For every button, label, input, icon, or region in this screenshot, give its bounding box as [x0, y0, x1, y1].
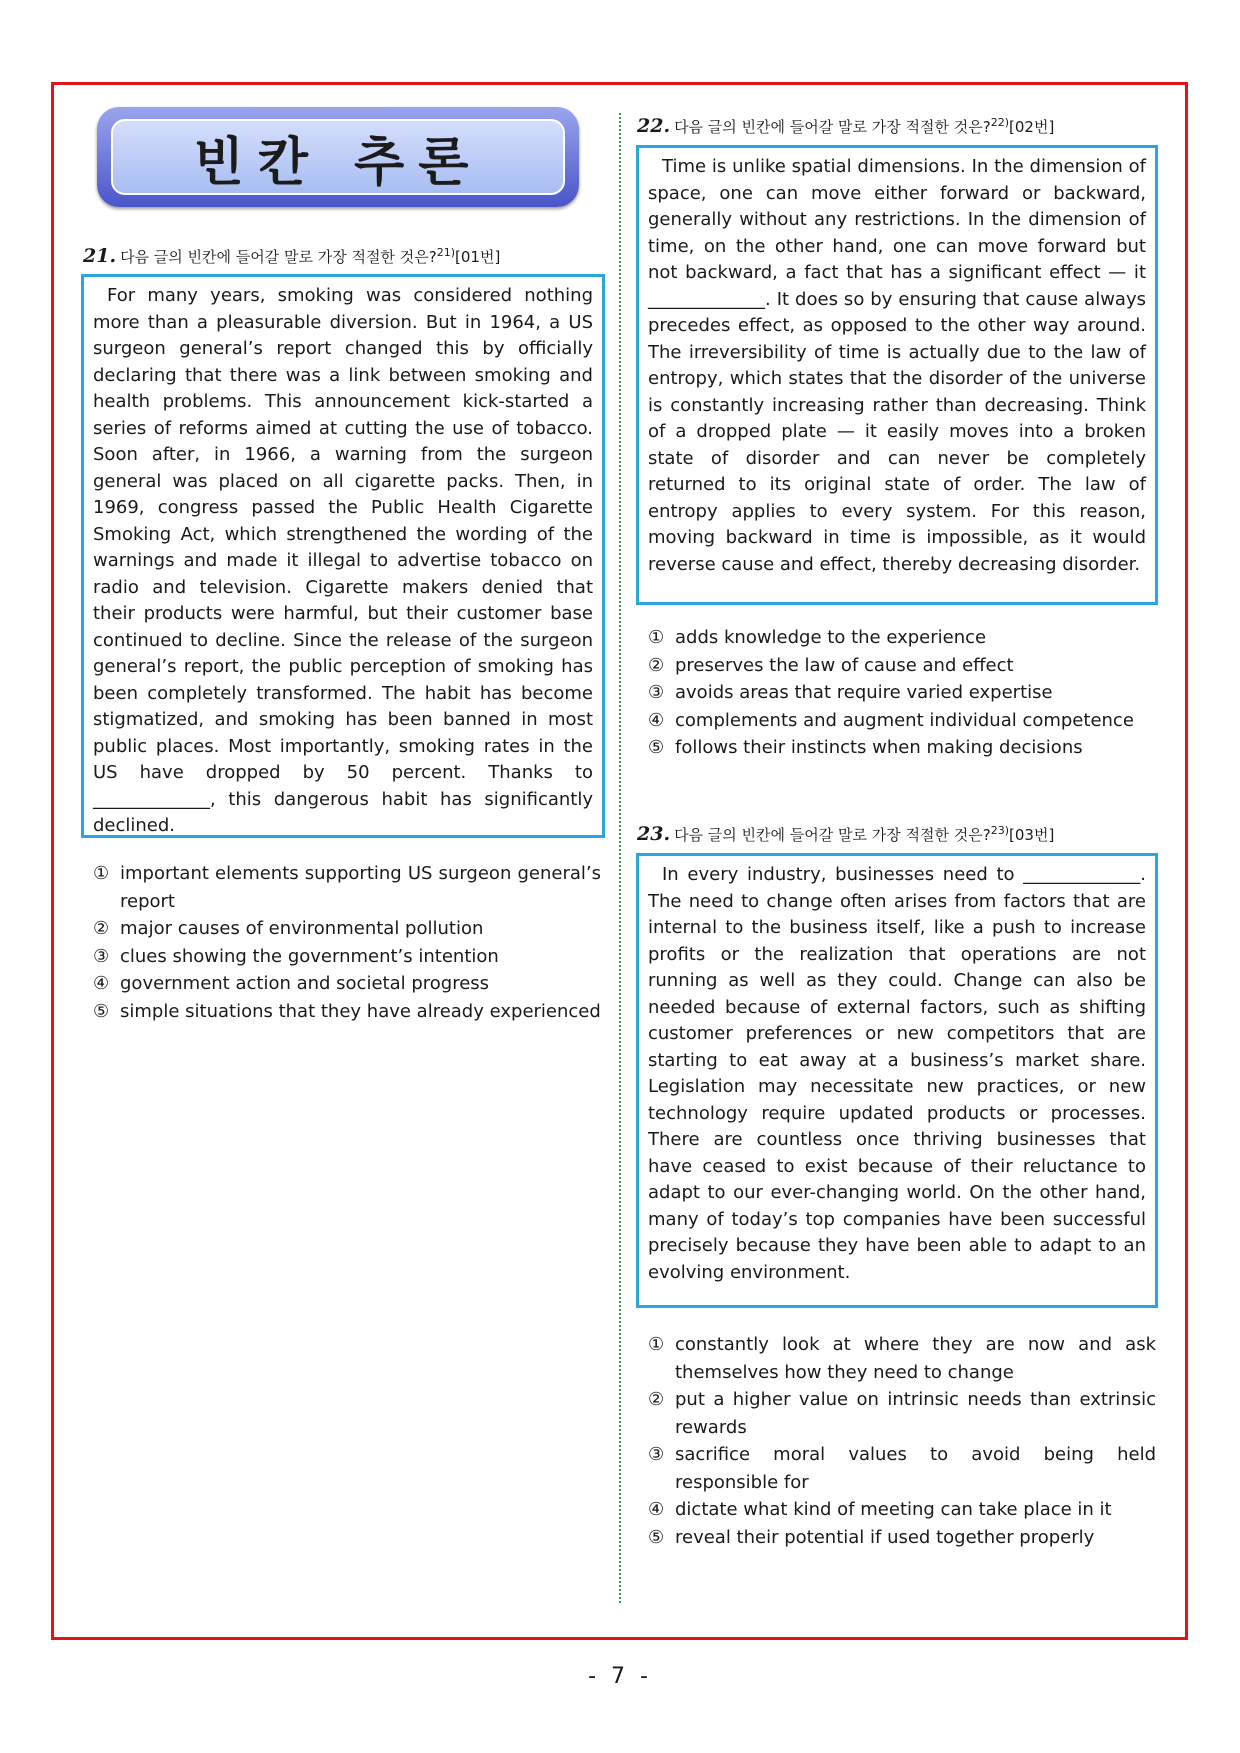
choice-text: complements and augment individual competence — [675, 709, 1134, 731]
section-title: 빈칸 추론 — [193, 132, 483, 193]
question-23-passage: In every industry, businesses need to _____________. The need to change often arises from factors that are internal to the business itself, like a push to increase profits or the realization that operations are not running as well as they could. Change can also be needed because of external factors, such as shifting customer preferences or new competitors that are starting to eat away at a business’s market share. Legislation may necessitate new practices, or new technology require updated products or processes. There are countless once thriving businesses that have ceased to exist because of their reluctance to adapt to our ever-changing world. On the other hand, many of today’s top companies have been successful precisely because they have been able to adapt to an evolving environment. — [636, 853, 1158, 1308]
question-source-tag: [03번] — [1009, 826, 1055, 844]
question-number: 22. — [637, 115, 671, 137]
choice-text: dictate what kind of meeting can take place in it — [675, 1499, 1112, 1520]
choice-item[interactable] — [648, 1331, 1156, 1386]
question-23-header — [637, 823, 1054, 845]
choice-text: constantly look at where they are now and ask themselves how they need to change — [675, 1334, 1156, 1383]
question-22-choices — [648, 624, 1156, 762]
choice-text: important elements supporting US surgeon general’s report — [120, 863, 601, 912]
choice-number: ⑤ — [648, 1526, 665, 1548]
column-divider — [619, 113, 621, 1603]
question-23-choices — [648, 1331, 1156, 1551]
choice-text: sacrifice moral values to avoid being held responsible for — [675, 1444, 1156, 1493]
choice-number: ⑤ — [648, 737, 665, 758]
question-22-header — [637, 115, 1054, 137]
choice-number: ⑤ — [93, 1000, 110, 1022]
question-prompt: 다음 글의 빈칸에 들어갈 말로 가장 적절한 것은? — [674, 118, 991, 136]
choice-item[interactable] — [93, 860, 601, 915]
choice-item[interactable] — [648, 1496, 1156, 1524]
choice-number: ② — [648, 654, 665, 676]
choice-number: ④ — [648, 1499, 665, 1520]
choice-text: government action and societal progress — [120, 973, 490, 994]
question-source-footnote: 22) — [990, 116, 1010, 129]
choice-number: ① — [93, 863, 110, 884]
choice-text: simple situations that they have already experienced — [120, 1000, 601, 1022]
question-prompt: 다음 글의 빈칸에 들어갈 말로 가장 적절한 것은? — [120, 248, 437, 266]
question-21-choices — [93, 860, 601, 1025]
question-21-passage: For many years, smoking was considered nothing more than a pleasurable diversion. But in 1964, a US surgeon general’s report changed this by officially declaring that there was a link between smoking and health problems. This announcement kick-started a series of reforms aimed at cutting the use of tobacco. Soon after, in 1966, a warning from the surgeon general was placed on all cigarette packs. Then, in 1969, congress passed the Public Health Cigarette Smoking Act, which strengthened the wording of the warnings and made it illegal to advertise tobacco on radio and television. Cigarette makers denied that their products were harmful, but their customer base continued to decline. Since the release of the surgeon general’s report, the public perception of smoking has been completely transformed. The habit has become stigmatized, and smoking has been banned in most public places. Most importantly, smoking rates in the US have dropped by 50 percent. Thanks to _____________, this dangerous habit has significantly declined. — [81, 274, 605, 838]
choice-item[interactable] — [93, 970, 601, 998]
page-number: - 7 - — [588, 1664, 652, 1689]
choice-text: major causes of environmental pollution — [120, 918, 484, 939]
choice-number: ① — [648, 1334, 665, 1355]
choice-text: reveal their potential if used together properly — [675, 1526, 1095, 1548]
choice-item[interactable] — [648, 1386, 1156, 1441]
choice-item[interactable] — [648, 1441, 1156, 1496]
choice-text: avoids areas that require varied expertise — [675, 682, 1053, 703]
choice-item[interactable] — [648, 734, 1156, 762]
question-source-tag: [01번] — [455, 248, 501, 266]
choice-item[interactable] — [648, 652, 1156, 680]
choice-number: ④ — [93, 973, 110, 994]
choice-number: ③ — [93, 945, 110, 967]
choice-text: clues showing the government’s intention — [120, 945, 499, 967]
question-number: 21. — [83, 245, 117, 267]
choice-text: put a higher value on intrinsic needs than extrinsic rewards — [675, 1389, 1156, 1438]
choice-item[interactable] — [93, 915, 601, 943]
question-source-footnote: 23) — [990, 824, 1010, 837]
choice-item[interactable] — [648, 707, 1156, 735]
choice-text: preserves the law of cause and effect — [675, 654, 1014, 676]
section-title-panel — [111, 119, 565, 195]
choice-number: ① — [648, 627, 665, 648]
choice-number: ④ — [648, 709, 665, 731]
choice-number: ③ — [648, 682, 665, 703]
question-number: 23. — [637, 823, 671, 845]
choice-text: adds knowledge to the experience — [675, 627, 987, 648]
choice-item[interactable] — [93, 998, 601, 1026]
question-source-tag: [02번] — [1009, 118, 1055, 136]
question-source-footnote: 21) — [436, 246, 456, 259]
choice-item[interactable] — [93, 943, 601, 971]
choice-text: follows their instincts when making decisions — [675, 737, 1083, 758]
question-21-header — [83, 245, 500, 267]
choice-item[interactable] — [648, 679, 1156, 707]
question-prompt: 다음 글의 빈칸에 들어갈 말로 가장 적절한 것은? — [674, 826, 991, 844]
question-22-passage: Time is unlike spatial dimensions. In the dimension of space, one can move either forward or backward, generally without any restrictions. In the dimension of time, on the other hand, one can move forward but not backward, a fact that has a significant effect — it _____________. It does so by ensuring that cause always precedes effect, as opposed to the other way around. The irreversibility of time is actually due to the law of entropy, which states that the disorder of the universe is constantly increasing rather than decreasing. Think of a dropped plate — it easily moves into a broken state of disorder and can never be completely returned to its original state of order. The law of entropy applies to every system. For this reason, moving backward in time is impossible, as it would reverse cause and effect, thereby decreasing disorder. — [636, 145, 1158, 605]
choice-number: ② — [93, 918, 110, 939]
choice-number: ③ — [648, 1444, 665, 1465]
choice-item[interactable] — [648, 624, 1156, 652]
choice-item[interactable] — [648, 1524, 1156, 1552]
section-title-badge — [97, 107, 579, 207]
choice-number: ② — [648, 1389, 665, 1410]
